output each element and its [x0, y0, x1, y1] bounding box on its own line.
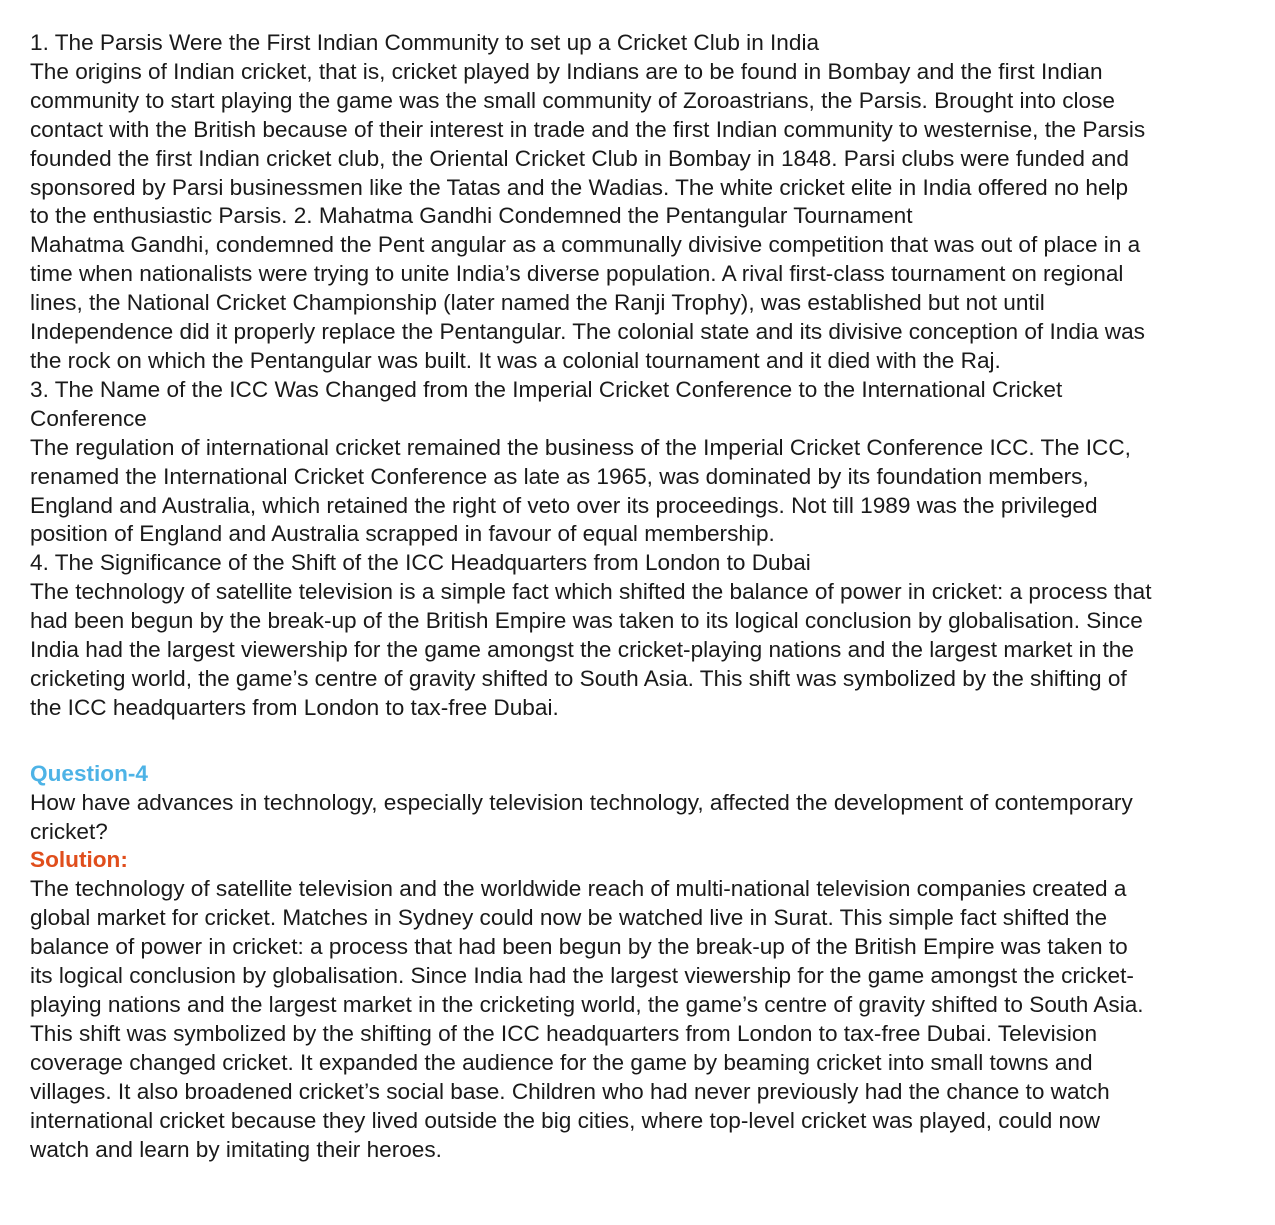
- text-line: 3. The Name of the ICC Was Changed from the Imperial Cricket Conference to the International Cricket: [30, 376, 1063, 402]
- document-page: [30, 29, 1270, 1164]
- text-line: contact with the British because of their interest in trade and the first Indian community to westernise, the Parsis: [30, 116, 1146, 142]
- text-line: The technology of satellite television is a simple fact which shifted the balance of power in cricket: a process that: [30, 579, 1152, 605]
- solution-text-line: international cricket because they lived outside the big cities, where top-level cricket was played, could now: [30, 1107, 1101, 1133]
- question-label: Question-4: [30, 760, 148, 786]
- question-block: [30, 760, 1270, 847]
- text-line: sponsored by Parsi businessmen like the Tatas and the Wadias. The white cricket elite in India offered no help: [30, 174, 1129, 200]
- text-line: time when nationalists were trying to unite India’s diverse population. A rival first-class tournament on regional: [30, 261, 1124, 287]
- text-line: the rock on which the Pentangular was built. It was a colonial tournament and it died with the Raj.: [30, 347, 1001, 373]
- solution-label: Solution:: [30, 847, 128, 873]
- text-line: founded the first Indian cricket club, the Oriental Cricket Club in Bombay in 1848. Parsi clubs were funded and: [30, 145, 1129, 171]
- text-line: the ICC headquarters from London to tax-free Dubai.: [30, 694, 559, 720]
- question-text-line: cricket?: [30, 818, 108, 844]
- question-text-line: How have advances in technology, especially television technology, affected the development of contemporary: [30, 789, 1133, 815]
- text-line: 4. The Significance of the Shift of the ICC Headquarters from London to Dubai: [30, 550, 811, 576]
- section-one: [30, 29, 1270, 723]
- text-line: Conference: [30, 405, 147, 431]
- text-line: had been begun by the break-up of the British Empire was taken to its logical conclusion by globalisation. Since: [30, 608, 1143, 634]
- text-line: India had the largest viewership for the game amongst the cricket-playing nations and the largest market in the: [30, 637, 1134, 663]
- text-line: 1. The Parsis Were the First Indian Community to set up a Cricket Club in India: [30, 30, 820, 55]
- solution-text-line: The technology of satellite television and the worldwide reach of multi-national television companies created a: [30, 876, 1127, 902]
- section-spacer: [30, 723, 1270, 760]
- solution-block: [30, 846, 1270, 1164]
- solution-text-line: This shift was symbolized by the shifting of the ICC headquarters from London to tax-free Dubai. Television: [30, 1020, 1098, 1046]
- text-line: position of England and Australia scrapped in favour of equal membership.: [30, 521, 775, 547]
- solution-text-line: villages. It also broadened cricket’s social base. Children who had never previously had the chance to watch: [30, 1078, 1110, 1104]
- text-line: The regulation of international cricket remained the business of the Imperial Cricket Conference ICC. The ICC,: [30, 434, 1131, 460]
- text-line: to the enthusiastic Parsis. 2. Mahatma Gandhi Condemned the Pentangular Tournament: [30, 203, 913, 229]
- solution-text-line: coverage changed cricket. It expanded the audience for the game by beaming cricket into small towns and: [30, 1049, 1093, 1075]
- text-line: Mahatma Gandhi, condemned the Pent angular as a communally divisive competition that was out of place in a: [30, 232, 1141, 258]
- text-line: renamed the International Cricket Conference as late as 1965, was dominated by its foundation members,: [30, 463, 1089, 489]
- solution-text-line: playing nations and the largest market in the cricketing world, the game’s centre of gravity shifted to South Asia.: [30, 992, 1144, 1017]
- text-line: England and Australia, which retained the right of veto over its proceedings. Not till 1989 was the privileged: [30, 492, 1098, 518]
- solution-text-line: its logical conclusion by globalisation. Since India had the largest viewership for the game amongst the cricket-: [30, 963, 1134, 989]
- solution-text-line: global market for cricket. Matches in Sydney could now be watched live in Surat. This simple fact shifted the: [30, 905, 1108, 931]
- text-line: Independence did it properly replace the Pentangular. The colonial state and its divisive conception of India was: [30, 319, 1145, 345]
- text-line: The origins of Indian cricket, that is, cricket played by Indians are to be found in Bombay and the first Indian: [30, 58, 1103, 84]
- solution-text-line: balance of power in cricket: a process that had been begun by the break-up of the British Empire was taken to: [30, 934, 1128, 960]
- text-line: cricketing world, the game’s centre of gravity shifted to South Asia. This shift was symbolized by the shifting of: [30, 665, 1127, 691]
- text-line: community to start playing the game was the small community of Zoroastrians, the Parsis. Brought into close: [30, 87, 1115, 113]
- text-line: lines, the National Cricket Championship (later named the Ranji Trophy), was established but not until: [30, 290, 1045, 316]
- solution-text-line: watch and learn by imitating their heroes.: [30, 1136, 442, 1162]
